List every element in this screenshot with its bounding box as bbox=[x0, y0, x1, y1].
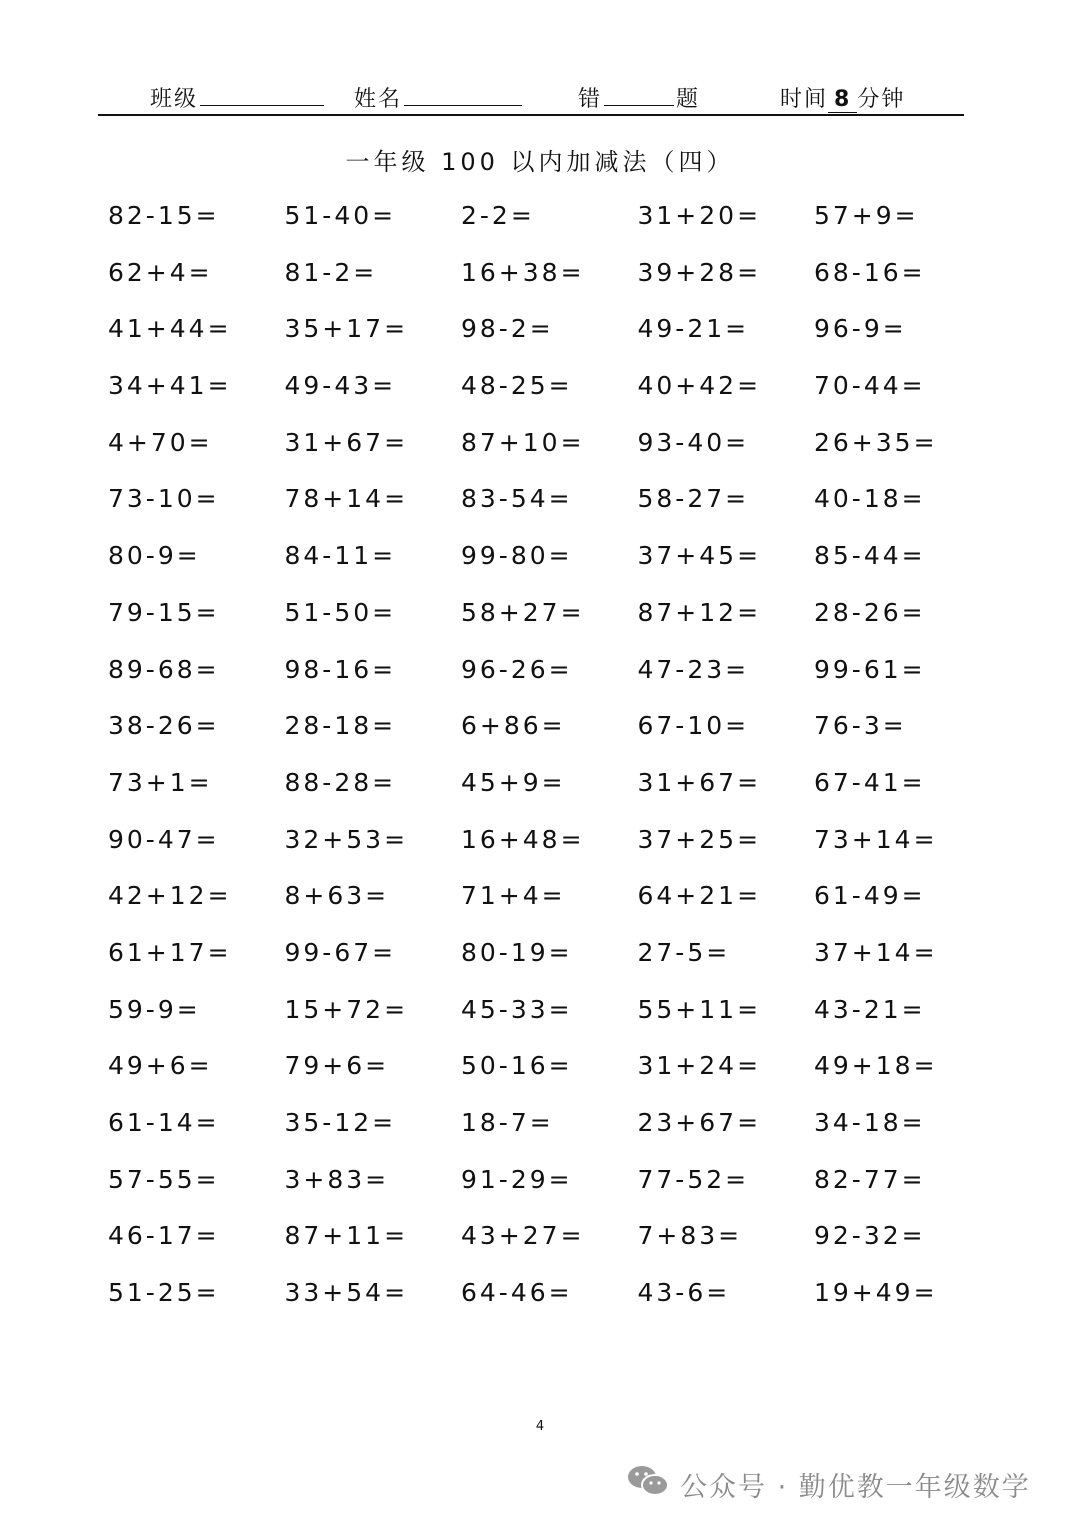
problem-cell: 46-17= bbox=[108, 1221, 220, 1251]
problem-cell: 38-26= bbox=[108, 711, 220, 741]
problem-cell: 49-43= bbox=[284, 371, 397, 401]
problem-cell: 87+10= bbox=[461, 427, 585, 457]
problem-cell: 58-27= bbox=[637, 484, 750, 514]
problem-cell: 42+12= bbox=[108, 881, 232, 911]
wrong-blank[interactable] bbox=[604, 85, 674, 106]
page-number: 4 bbox=[535, 1419, 545, 1434]
problem-cell: 31+67= bbox=[637, 767, 762, 797]
problem-cell: 43-6= bbox=[637, 1278, 731, 1308]
problem-cell: 6+86= bbox=[461, 711, 566, 741]
wrong-label: 错 bbox=[578, 87, 603, 112]
problem-cell: 90-47= bbox=[108, 824, 220, 854]
problem-cell: 40-18= bbox=[814, 484, 926, 514]
problem-cell: 43+27= bbox=[461, 1221, 585, 1251]
problem-row bbox=[108, 650, 1008, 707]
problem-cell: 51-25= bbox=[108, 1278, 220, 1308]
problem-cell: 62+4= bbox=[108, 257, 213, 287]
problem-cell: 70-44= bbox=[814, 371, 926, 401]
problem-cell: 98-2= bbox=[461, 314, 554, 344]
problem-cell: 59-9= bbox=[108, 994, 201, 1024]
problem-cell: 28-18= bbox=[284, 711, 397, 741]
time-unit: 分钟 bbox=[857, 87, 906, 112]
problem-cell: 71+4= bbox=[461, 881, 566, 911]
problem-cell: 87+11= bbox=[284, 1221, 409, 1251]
name-label: 姓名 bbox=[354, 87, 403, 112]
problem-cell: 88-28= bbox=[284, 767, 397, 797]
problem-cell: 73-10= bbox=[108, 484, 220, 514]
problem-cell: 31+67= bbox=[284, 427, 409, 457]
problem-row bbox=[108, 253, 1008, 310]
problem-grid bbox=[108, 196, 1008, 1330]
problem-cell: 83-54= bbox=[461, 484, 573, 514]
wrong-field[interactable] bbox=[578, 82, 700, 113]
problem-cell: 61-49= bbox=[814, 881, 926, 911]
problem-cell: 48-25= bbox=[461, 371, 573, 401]
problem-row bbox=[108, 1273, 1008, 1330]
problem-cell: 26+35= bbox=[814, 427, 938, 457]
problem-cell: 40+42= bbox=[637, 371, 762, 401]
problem-cell: 79+6= bbox=[284, 1051, 390, 1081]
problem-cell: 34-18= bbox=[814, 1108, 926, 1137]
problem-cell: 2-2= bbox=[461, 201, 535, 230]
problem-row bbox=[108, 1160, 1008, 1217]
problem-row bbox=[108, 763, 1008, 820]
class-blank[interactable] bbox=[200, 85, 324, 106]
problem-cell: 81-2= bbox=[284, 257, 378, 287]
problem-cell: 77-52= bbox=[637, 1164, 750, 1194]
problem-cell: 39+28= bbox=[637, 257, 762, 287]
problem-cell: 45-33= bbox=[461, 994, 573, 1024]
problem-cell: 61+17= bbox=[108, 937, 232, 967]
problem-cell: 99-67= bbox=[284, 937, 397, 967]
watermark-text: 公众号 · 勤优教一年级数学 bbox=[680, 1471, 1031, 1503]
problem-cell: 35-12= bbox=[284, 1108, 397, 1137]
problem-cell: 57+9= bbox=[814, 201, 919, 230]
problem-cell: 37+25= bbox=[637, 824, 762, 854]
time-field bbox=[780, 82, 905, 113]
problem-cell: 85-44= bbox=[814, 541, 926, 571]
problem-cell: 18-7= bbox=[461, 1108, 554, 1137]
problem-row bbox=[108, 706, 1008, 763]
problem-cell: 37+14= bbox=[814, 937, 938, 967]
problem-cell: 57-55= bbox=[108, 1164, 220, 1194]
problem-cell: 8+63= bbox=[284, 881, 390, 911]
problem-cell: 64-46= bbox=[461, 1278, 573, 1308]
problem-cell: 67-10= bbox=[637, 711, 750, 741]
problem-row bbox=[108, 593, 1008, 650]
wrong-suffix: 题 bbox=[676, 87, 701, 112]
problem-row bbox=[108, 1046, 1008, 1103]
problem-cell: 96-26= bbox=[461, 654, 573, 684]
problem-cell: 73+1= bbox=[108, 767, 213, 797]
problem-cell: 31+20= bbox=[637, 201, 762, 230]
problem-row bbox=[108, 1103, 1008, 1160]
problem-cell: 35+17= bbox=[284, 314, 409, 344]
problem-cell: 23+67= bbox=[637, 1108, 762, 1137]
problem-cell: 16+38= bbox=[461, 257, 585, 287]
problem-cell: 7+83= bbox=[637, 1221, 743, 1251]
problem-row bbox=[108, 479, 1008, 536]
problem-cell: 15+72= bbox=[284, 994, 409, 1024]
class-label: 班级 bbox=[150, 87, 199, 112]
problem-cell: 4+70= bbox=[108, 427, 213, 457]
watermark bbox=[626, 1462, 1031, 1506]
time-label: 时间 bbox=[780, 87, 829, 112]
problem-cell: 50-16= bbox=[461, 1051, 573, 1081]
problem-row bbox=[108, 933, 1008, 990]
problem-cell: 80-9= bbox=[108, 541, 201, 571]
problem-cell: 82-15= bbox=[108, 201, 220, 230]
problem-cell: 16+48= bbox=[461, 824, 585, 854]
problem-cell: 99-80= bbox=[461, 541, 573, 571]
problem-cell: 91-29= bbox=[461, 1164, 573, 1194]
problem-cell: 79-15= bbox=[108, 597, 220, 627]
wechat-icon bbox=[626, 1463, 670, 1506]
problem-row bbox=[108, 1216, 1008, 1273]
problem-cell: 31+24= bbox=[637, 1051, 762, 1081]
problem-cell: 96-9= bbox=[814, 314, 907, 344]
problem-row bbox=[108, 196, 1008, 253]
problem-cell: 99-61= bbox=[814, 654, 926, 684]
problem-cell: 87+12= bbox=[637, 597, 762, 627]
problem-row bbox=[108, 876, 1008, 933]
problem-cell: 93-40= bbox=[637, 427, 750, 457]
problem-cell: 27-5= bbox=[637, 937, 731, 967]
problem-cell: 49+6= bbox=[108, 1051, 213, 1081]
problem-cell: 73+14= bbox=[814, 824, 938, 854]
problem-cell: 45+9= bbox=[461, 767, 566, 797]
problem-cell: 92-32= bbox=[814, 1221, 926, 1251]
problem-cell: 32+53= bbox=[284, 824, 409, 854]
problem-cell: 28-26= bbox=[814, 597, 926, 627]
problem-cell: 84-11= bbox=[284, 541, 397, 571]
class-field[interactable] bbox=[150, 82, 326, 113]
problem-cell: 76-3= bbox=[814, 711, 907, 741]
problem-cell: 68-16= bbox=[814, 257, 926, 287]
time-value: 8 bbox=[828, 87, 857, 113]
problem-cell: 49+18= bbox=[814, 1051, 938, 1081]
problem-cell: 51-50= bbox=[284, 597, 397, 627]
problem-cell: 98-16= bbox=[284, 654, 397, 684]
problem-row bbox=[108, 309, 1008, 366]
problem-cell: 78+14= bbox=[284, 484, 409, 514]
problem-cell: 47-23= bbox=[637, 654, 750, 684]
problem-cell: 51-40= bbox=[284, 201, 397, 230]
problem-cell: 58+27= bbox=[461, 597, 585, 627]
problem-cell: 67-41= bbox=[814, 767, 926, 797]
problem-cell: 19+49= bbox=[814, 1278, 938, 1308]
problem-row bbox=[108, 366, 1008, 423]
problem-cell: 34+41= bbox=[108, 371, 232, 401]
problem-cell: 80-19= bbox=[461, 937, 573, 967]
problem-cell: 41+44= bbox=[108, 314, 232, 344]
problem-cell: 3+83= bbox=[284, 1164, 390, 1194]
problem-row bbox=[108, 820, 1008, 877]
problem-row bbox=[108, 423, 1008, 480]
problem-cell: 55+11= bbox=[637, 994, 762, 1024]
problem-cell: 33+54= bbox=[284, 1278, 409, 1308]
problem-cell: 89-68= bbox=[108, 654, 220, 684]
page-title: 一年级 100 以内加减法（四） bbox=[345, 148, 735, 176]
problem-cell: 49-21= bbox=[637, 314, 750, 344]
problem-row bbox=[108, 536, 1008, 593]
problem-cell: 43-21= bbox=[814, 994, 926, 1024]
problem-cell: 37+45= bbox=[637, 541, 762, 571]
problem-cell: 64+21= bbox=[637, 881, 762, 911]
worksheet-header bbox=[98, 76, 964, 116]
problem-cell: 61-14= bbox=[108, 1108, 220, 1137]
name-field[interactable] bbox=[354, 82, 524, 113]
name-blank[interactable] bbox=[404, 85, 522, 106]
problem-row bbox=[108, 990, 1008, 1047]
problem-cell: 82-77= bbox=[814, 1164, 926, 1194]
